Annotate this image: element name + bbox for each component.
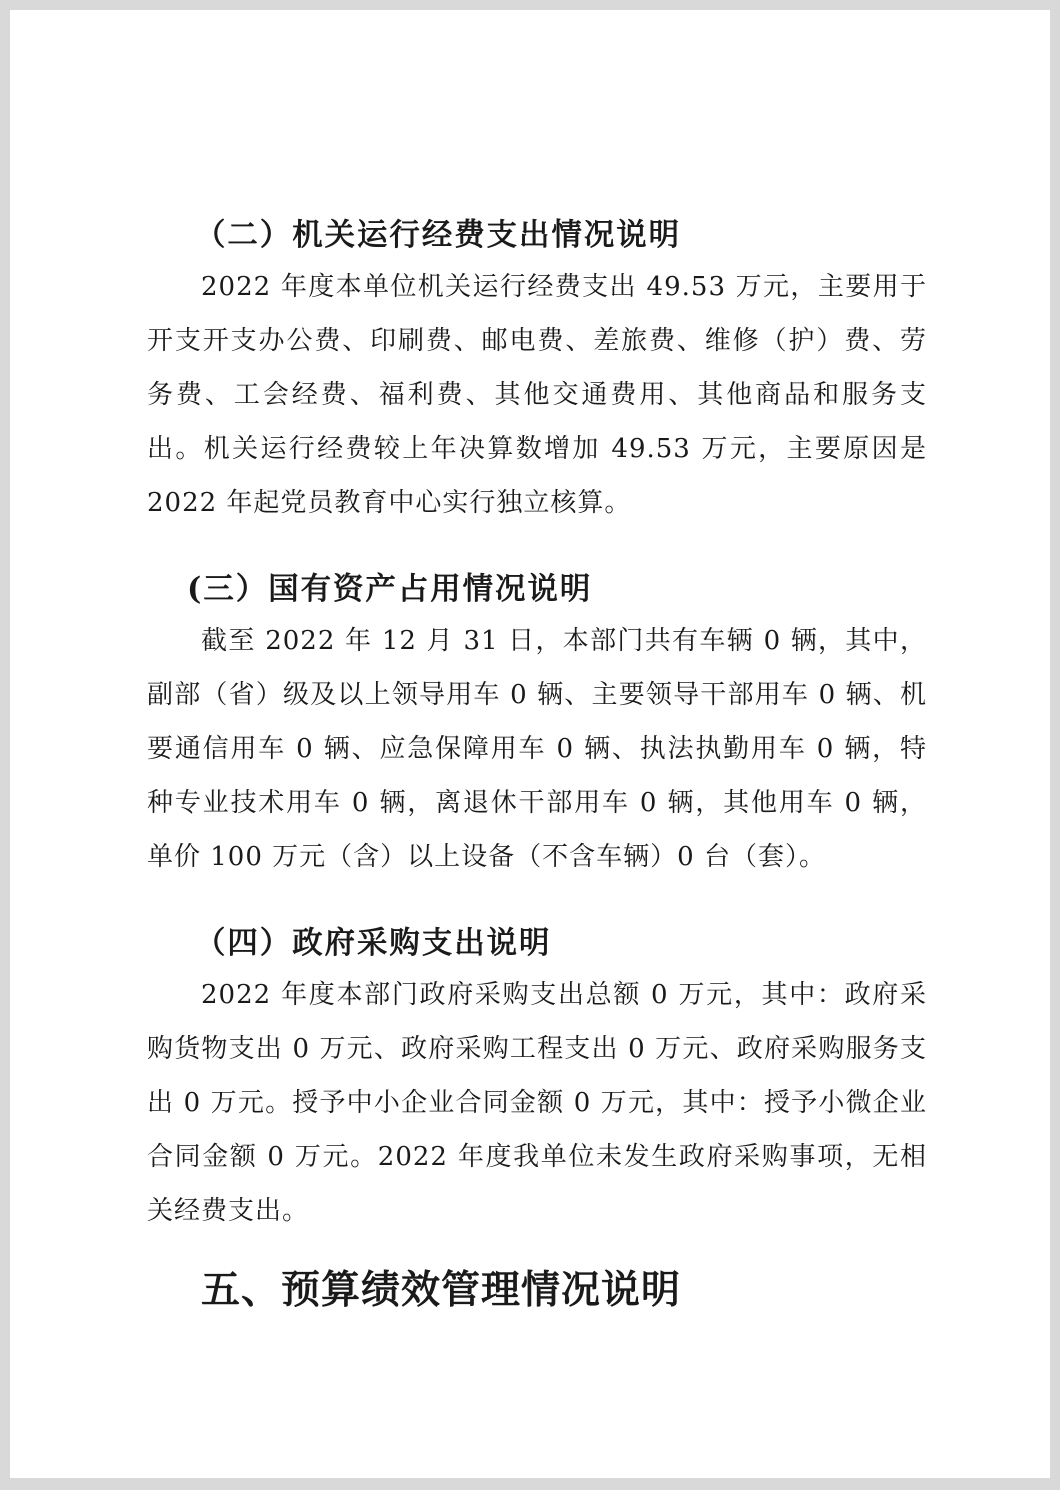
section-heading-4: （四）政府采购支出说明 <box>195 925 552 961</box>
document-page <box>10 10 1050 1478</box>
section-heading-3: (三）国有资产占用情况说明 <box>187 571 593 607</box>
section-paragraph-3: 截至 2022 年 12 月 31 日，本部门共有车辆 0 辆，其中，副部（省）级及以上领导用车 0 辆、主要领导干部用车 0 辆、机要通信用车 0 辆、应急保障用车 0 辆、执法执勤用车 0 辆，特种专业技术用车 0 辆，离退休干部用车 0 辆，其他用车 0 辆，单价 100 万元（含）以上设备（不含车辆）0 台（套）。 <box>147 626 927 872</box>
spacer <box>147 530 927 564</box>
document-body <box>147 210 927 1316</box>
spacer <box>147 884 927 918</box>
major-heading-5: 五、预算绩效管理情况说明 <box>201 1268 682 1313</box>
section-paragraph-2: 2022 年度本单位机关运行经费支出 49.53 万元，主要用于开支开支办公费、印刷费、邮电费、差旅费、维修（护）费、劳务费、工会经费、福利费、其他交通费用、其他商品和服务支出。机关运行经费较上年决算数增加 49.53 万元，主要原因是 2022 年起党员教育中心实行独立核算。 <box>147 272 927 518</box>
section-paragraph-4: 2022 年度本部门政府采购支出总额 0 万元，其中：政府采购货物支出 0 万元、政府采购工程支出 0 万元、政府采购服务支出 0 万元。授予中小企业合同金额 0 万元，其中：授予小微企业合同金额 0 万元。2022 年度我单位未发生政府采购事项，无相关经费支出。 <box>147 980 927 1226</box>
section-heading-2: （二）机关运行经费支出情况说明 <box>195 217 682 253</box>
